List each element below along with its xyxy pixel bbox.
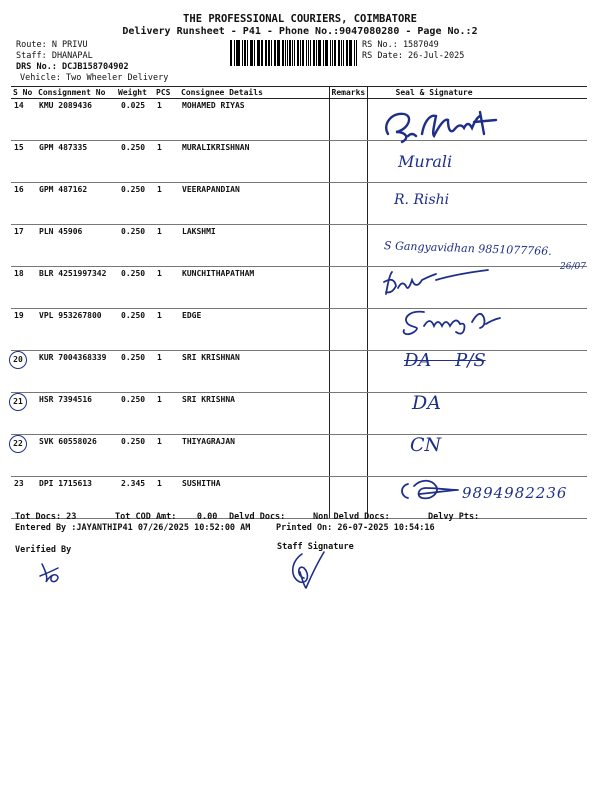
serial-number	[11, 99, 36, 141]
weight	[116, 393, 154, 435]
consignment-number-text: SVK 60558026	[39, 437, 97, 446]
serial-number	[11, 267, 36, 309]
consignment-number	[36, 393, 116, 435]
staff-label: Staff: DHANAPAL	[16, 51, 93, 61]
consignee-name-text: LAKSHMI	[182, 227, 216, 236]
consignment-number-text: GPM 487335	[39, 143, 88, 152]
consignment-number-text: KUR 7004368339	[39, 353, 107, 362]
staff-signature-mark	[284, 548, 328, 594]
serial-number	[11, 225, 36, 267]
pieces-text: 1	[157, 101, 162, 110]
signature-row16: R. Rishi	[394, 192, 450, 208]
remarks	[329, 99, 367, 141]
weight-text: 0.250	[121, 437, 146, 446]
serial-number-text: 22	[9, 435, 27, 453]
remarks	[329, 393, 367, 435]
serial-number-text: 20	[9, 351, 27, 369]
table-row	[11, 435, 587, 477]
total-cod: Tot COD Amt: 0.00	[115, 512, 218, 522]
consignee-name-text: SRI KRISHNA	[182, 395, 235, 404]
vehicle-label: Vehicle: Two Wheeler Delivery	[20, 73, 169, 83]
remarks	[329, 351, 367, 393]
consignment-number	[36, 225, 116, 267]
remarks	[329, 309, 367, 351]
serial-number-text: 23	[14, 479, 24, 488]
consignment-number	[36, 99, 116, 141]
entered-by: Entered By :JAYANTHIP41 07/26/2025 10:52:00 AM	[15, 523, 251, 533]
pieces	[154, 267, 179, 309]
signature-row20: DA P/S	[404, 350, 486, 371]
col-header-consignee: Consignee Details	[179, 87, 329, 99]
pieces	[154, 225, 179, 267]
consignee-name-text: KUNCHITHAPATHAM	[182, 269, 255, 278]
weight	[116, 225, 154, 267]
pieces-text: 1	[157, 227, 162, 236]
table-row	[11, 351, 587, 393]
consignee-name	[179, 351, 329, 393]
pieces-text: 1	[157, 437, 162, 446]
seal-signature	[367, 435, 587, 477]
signature-row23-phone: 9894982236	[462, 484, 568, 502]
pieces-text: 1	[157, 185, 162, 194]
serial-number	[11, 183, 36, 225]
consignment-number	[36, 141, 116, 183]
signature-row19	[394, 304, 514, 338]
consignment-number-text: HSR 7394516	[39, 395, 92, 404]
weight-text: 0.250	[121, 311, 146, 320]
consignee-name	[179, 141, 329, 183]
serial-number-text: 21	[9, 393, 27, 411]
serial-number-text: 16	[14, 185, 24, 194]
weight	[116, 309, 154, 351]
weight-text: 0.250	[121, 185, 146, 194]
col-header-weight: Weight	[116, 87, 154, 99]
delivery-points: Delvy Pts:	[428, 512, 480, 522]
consignee-name-text: SUSHITHA	[182, 479, 221, 488]
serial-number-text: 14	[14, 101, 24, 110]
consignee-name-text: MURALIKRISHNAN	[182, 143, 250, 152]
serial-number	[11, 309, 36, 351]
weight-text: 0.250	[121, 395, 146, 404]
table-row	[11, 183, 587, 225]
consignment-number	[36, 183, 116, 225]
company-title: THE PROFESSIONAL COURIERS, COIMBATORE	[183, 13, 417, 25]
col-header-consignment: Consignment No	[36, 87, 116, 99]
consignment-number	[36, 435, 116, 477]
consignee-name	[179, 183, 329, 225]
serial-number	[11, 351, 36, 393]
col-header-sno: S No	[11, 87, 36, 99]
weight	[116, 351, 154, 393]
consignment-number-text: GPM 487162	[39, 185, 88, 194]
consignee-name	[179, 99, 329, 141]
weight	[116, 99, 154, 141]
pieces	[154, 309, 179, 351]
signature-row17: S Gangyavidhan 9851077766.	[383, 239, 552, 258]
signature-row23-mark	[398, 476, 464, 504]
consignment-number	[36, 309, 116, 351]
weight	[116, 141, 154, 183]
consignee-name	[179, 393, 329, 435]
pieces-text: 1	[157, 353, 162, 362]
signature-row22: CN	[410, 434, 442, 456]
pieces-text: 1	[157, 479, 162, 488]
serial-number-text: 19	[14, 311, 24, 320]
barcode	[230, 40, 358, 66]
weight-text: 0.250	[121, 269, 146, 278]
consignee-name-text: THIYAGRAJAN	[182, 437, 235, 446]
weight	[116, 267, 154, 309]
consignment-number-text: VPL 953267800	[39, 311, 102, 320]
rs-date: RS Date: 26-Jul-2025	[362, 51, 465, 61]
pieces-text: 1	[157, 395, 162, 404]
route-label: Route: N PRIVU	[16, 40, 88, 50]
serial-number-text: 17	[14, 227, 24, 236]
consignment-number	[36, 351, 116, 393]
consignee-name-text: VEERAPANDIAN	[182, 185, 240, 194]
consignee-name-text: SRI KRISHNAN	[182, 353, 240, 362]
seal-signature	[367, 393, 587, 435]
remarks	[329, 435, 367, 477]
consignment-number-text: DPI 1715613	[39, 479, 92, 488]
weight-text: 0.250	[121, 353, 146, 362]
consignee-name-text: EDGE	[182, 311, 202, 320]
signature-row14	[378, 106, 508, 146]
runsheet-table	[11, 86, 587, 519]
consignee-name	[179, 267, 329, 309]
consignment-number-text: KMU 2089436	[39, 101, 92, 110]
weight	[116, 183, 154, 225]
signature-row17-date: 26/07	[560, 262, 586, 272]
serial-number	[11, 141, 36, 183]
drs-number: DRS No.: DCJB158704902	[16, 62, 129, 72]
col-header-remarks: Remarks	[329, 87, 367, 99]
consignee-name-text: MOHAMED RIYAS	[182, 101, 245, 110]
table-header-row	[11, 87, 587, 99]
pieces	[154, 435, 179, 477]
total-docs: Tot Docs: 23	[15, 512, 77, 522]
pieces	[154, 351, 179, 393]
serial-number	[11, 435, 36, 477]
staff-signature-label: Staff Signature	[277, 542, 354, 552]
serial-number-text: 15	[14, 143, 24, 152]
pieces	[154, 99, 179, 141]
consignment-number-text: BLR 4251997342	[39, 269, 107, 278]
signature-row15: Murali	[398, 152, 453, 171]
consignment-number-text: PLN 45906	[39, 227, 83, 236]
delivered-docs: Delvd Docs:	[229, 512, 286, 522]
weight-text: 0.250	[121, 143, 146, 152]
col-header-signature: Seal & Signature	[367, 87, 587, 99]
table-row	[11, 393, 587, 435]
table-row	[11, 267, 587, 309]
table-row	[11, 141, 587, 183]
serial-number-text: 18	[14, 269, 24, 278]
pieces-text: 1	[157, 269, 162, 278]
verified-by-signature	[36, 558, 66, 586]
rs-number: RS No.: 1587049	[362, 40, 439, 50]
signature-row18	[380, 268, 500, 300]
remarks	[329, 267, 367, 309]
printed-on: Printed On: 26-07-2025 10:54:16	[276, 523, 435, 533]
signature-row21: DA	[412, 392, 441, 414]
verified-by-label: Verified By	[15, 545, 72, 555]
remarks	[329, 225, 367, 267]
col-header-pcs: PCS	[154, 87, 179, 99]
pieces	[154, 393, 179, 435]
runsheet-subtitle: Delivery Runsheet - P41 - Phone No.:9047080280 - Page No.:2	[122, 26, 478, 37]
consignee-name	[179, 225, 329, 267]
weight	[116, 435, 154, 477]
pieces-text: 1	[157, 143, 162, 152]
pieces	[154, 141, 179, 183]
remarks	[329, 183, 367, 225]
consignee-name	[179, 309, 329, 351]
pieces-text: 1	[157, 311, 162, 320]
consignment-number	[36, 267, 116, 309]
weight-text: 0.025	[121, 101, 146, 110]
non-delivered-docs: Non Delvd Docs:	[313, 512, 390, 522]
serial-number	[11, 393, 36, 435]
remarks	[329, 141, 367, 183]
weight-text: 2.345	[121, 479, 146, 488]
weight-text: 0.250	[121, 227, 146, 236]
pieces	[154, 183, 179, 225]
consignee-name	[179, 435, 329, 477]
